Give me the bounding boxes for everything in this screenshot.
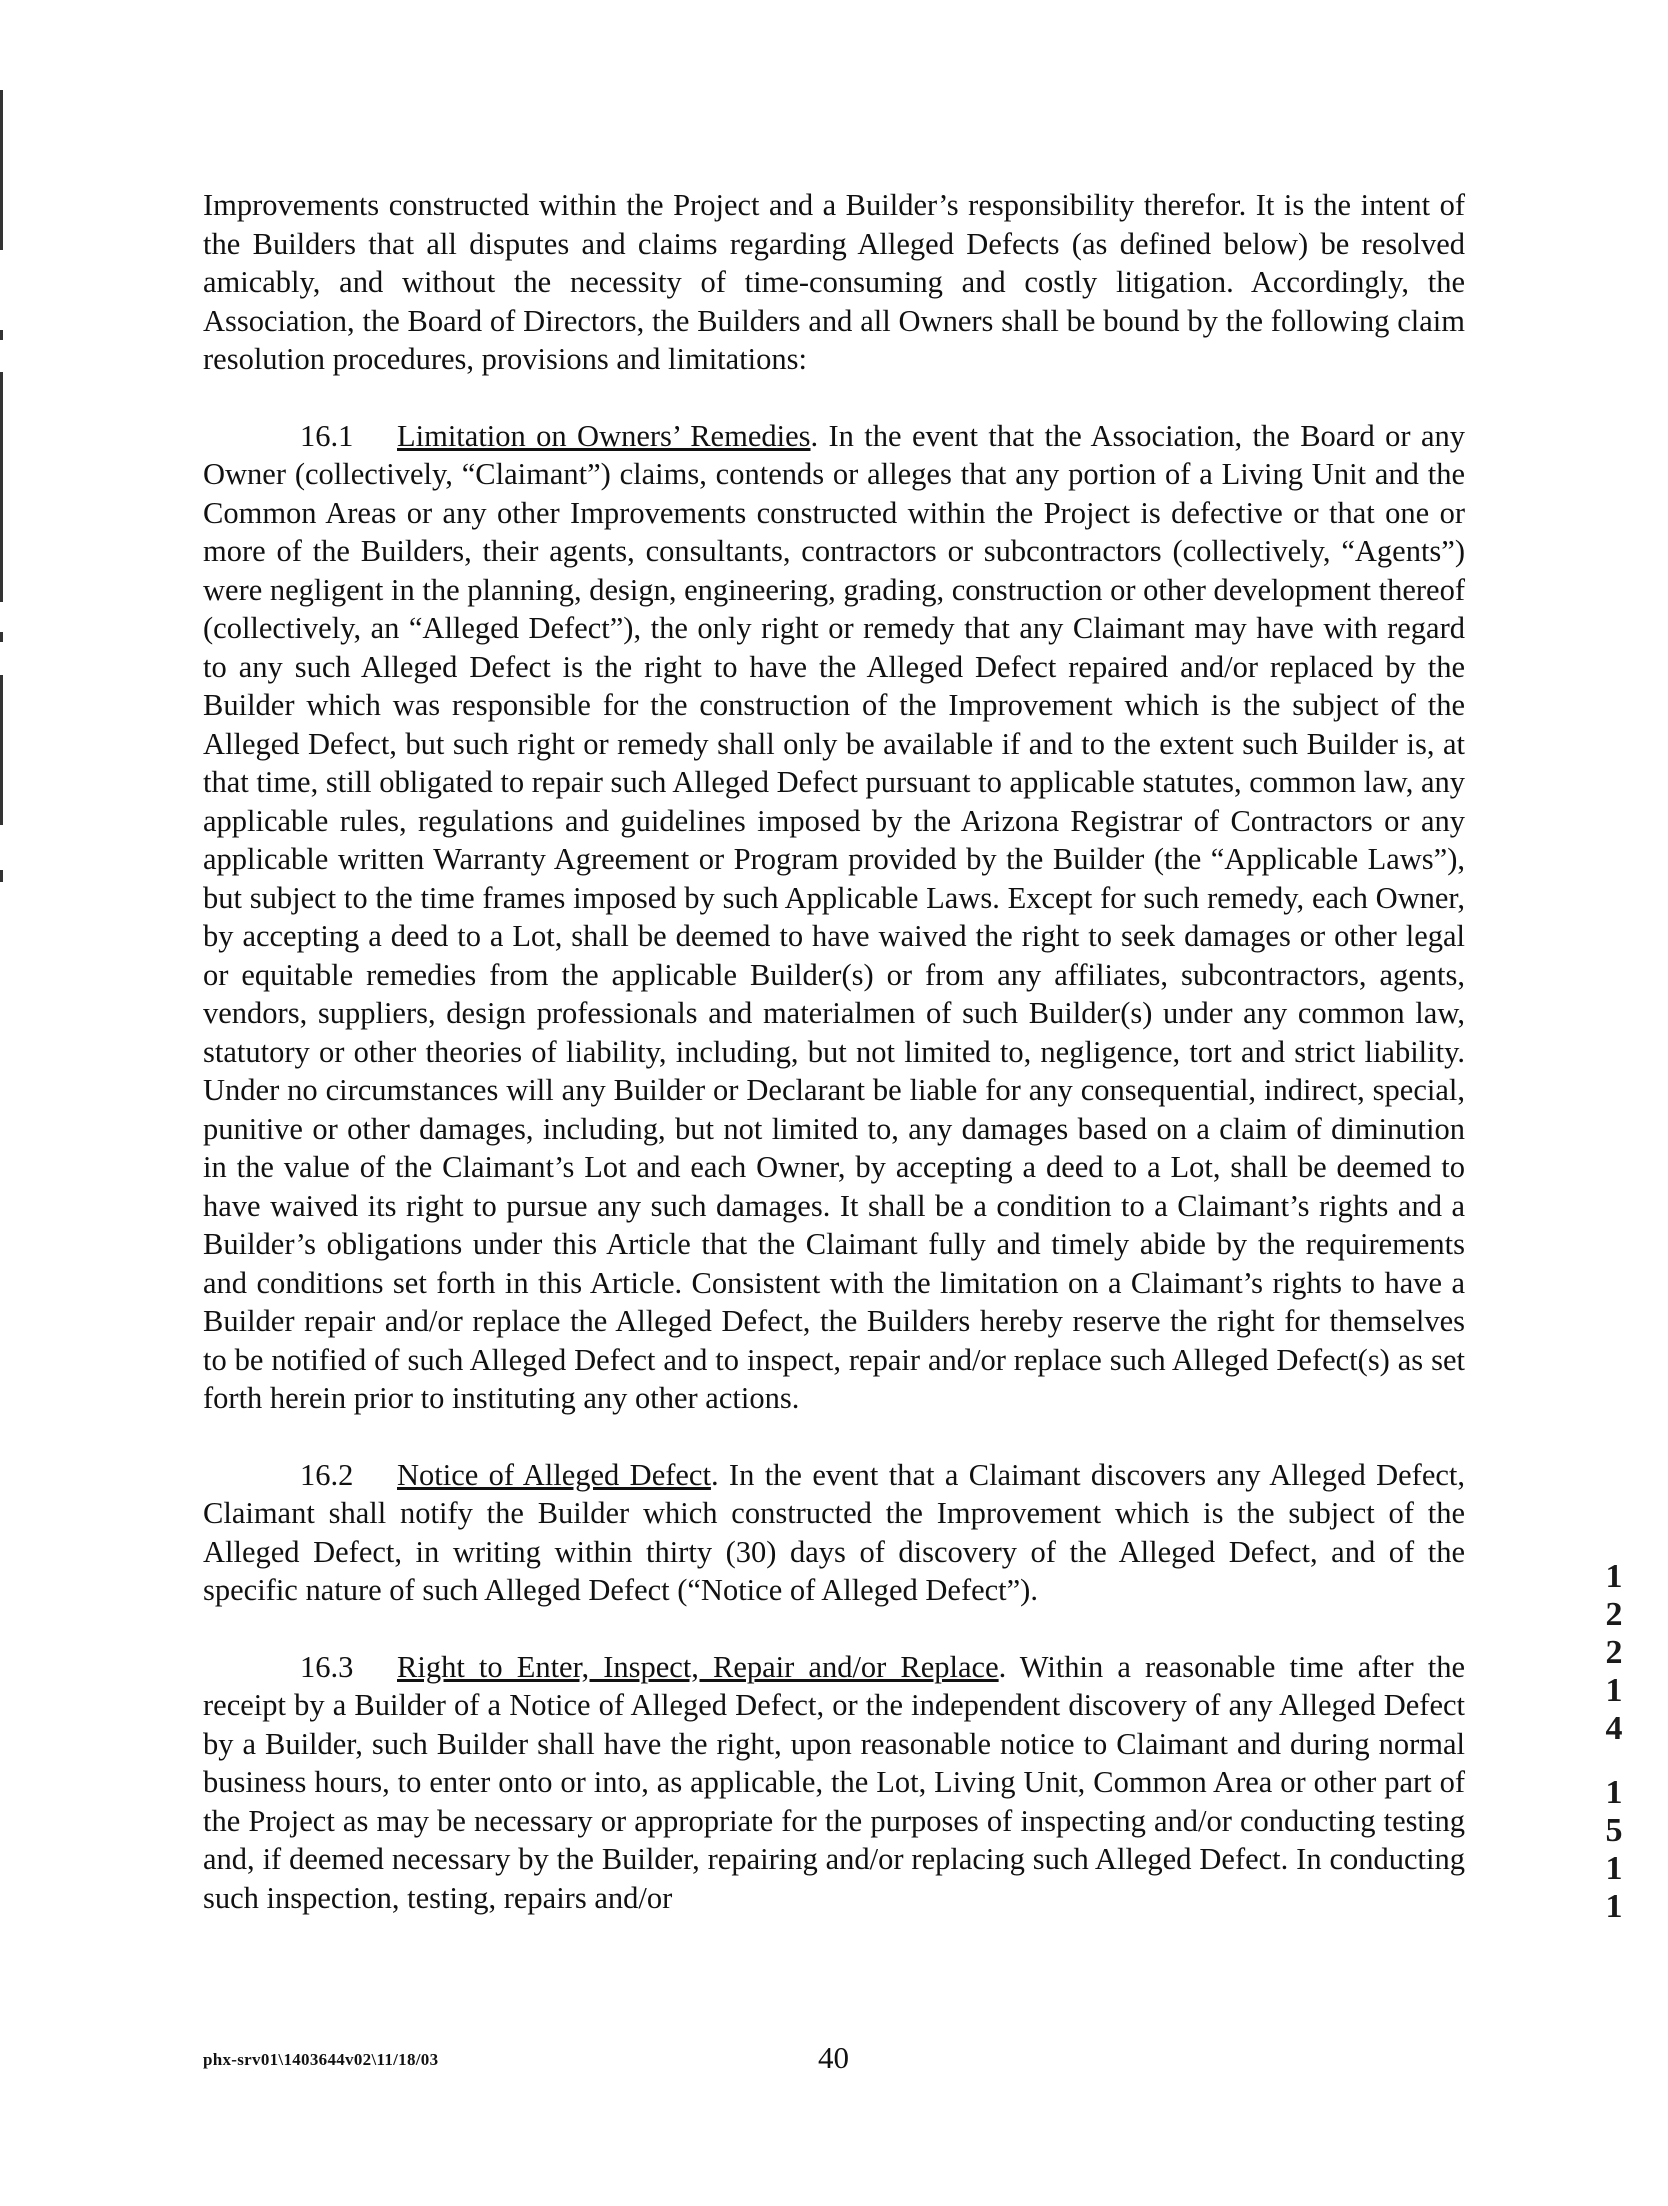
stamp-digit: 2 [1605,1634,1623,1671]
stamp-digit: 1 [1605,1888,1623,1925]
footer-document-reference: phx-srv01\1403644v02\11/18/03 [203,2050,439,2069]
stamp-group-2 [1594,1774,1634,1926]
intro-text: Improvements constructed within the Project and a Builder’s responsibility therefor. It is the intent of the Builders that all disputes and claims regarding Alleged Defects (as defined below) be resolved amicably, and without the necessity of time-consuming and costly litigation. Accordingly, the Association, the Board of Directors, the Builders and all Owners shall be bound by the following claim resolution procedures, provisions and limitations: [203,188,1465,376]
stamp-digit: 1 [1605,1850,1623,1887]
section-number: 16.3 [300,1649,354,1684]
stamp-digit: 4 [1605,1710,1623,1747]
stamp-digit: 5 [1605,1812,1623,1849]
section-heading: Notice of Alleged Defect [397,1457,711,1492]
page-number: 40 [818,2040,849,2075]
scan-margin-mark [0,632,3,642]
stamp-digit: 1 [1605,1672,1623,1709]
section-16-2 [203,1456,1465,1610]
scan-margin-mark [0,330,3,340]
intro-paragraph [203,186,1465,379]
section-heading: Limitation on Owners’ Remedies [397,418,811,453]
document-body [203,186,1465,1955]
scan-margin-mark [0,372,3,602]
section-number: 16.2 [300,1457,354,1492]
section-16-1 [203,417,1465,1418]
stamp-digit: 1 [1605,1774,1623,1811]
scan-margin-mark [0,675,3,825]
section-heading: Right to Enter, Inspect, Repair and/or Replace [397,1649,999,1684]
recording-stamp [1594,1558,1634,1952]
section-number: 16.1 [300,418,354,453]
section-16-3 [203,1648,1465,1918]
section-text: . In the event that the Association, the Board or any Owner (collectively, “Claimant”) claims, contends or alleges that any portion of a Living Unit and the Common Areas or any other Improvements constructed within the Project is defective or that one or more of the Builders, their agents, consultants, contractors or subcontractors (collectively, “Agents”) were negligent in the planning, design, engineering, grading, construction or other development thereof (collectively, an “Alleged Defect”), the only right or remedy that any Claimant may have with regard to any such Alleged Defect is the right to have the Alleged Defect repaired and/or replaced by the Builder which was responsible for the construction of the Improvement which is the subject of the Alleged Defect, but such right or remedy shall only be available if and to the extent such Builder is, at that time, still obligated to repair such Alleged Defect pursuant to applicable statutes, common law, any applicable rules, regulations and guidelines imposed by the Arizona Registrar of Contractors or any applicable written Warranty Agreement or Program provided by the Builder (the “Applicable Laws”), but subject to the time frames imposed by such Applicable Laws. Except for such remedy, each Owner, by accepting a deed to a Lot, shall be deemed to have waived the right to seek damages or other legal or equitable remedies from the applicable Builder(s) or from any affiliates, subcontractors, agents, vendors, suppliers, design professionals and materialmen of such Builder(s) under any common law, statutory or other theories of liability, including, but not limited to, negligence, tort and strict liability. Under no circumstances will any Builder or Declarant be liable for any consequential, indirect, special, punitive or other damages, including, but not limited to, any damages based on a claim of diminution in the value of the Claimant’s Lot and each Owner, by accepting a deed to a Lot, shall be deemed to have waived its right to pursue any such damages. It shall be a condition to a Claimant’s rights and a Builder’s obligations under this Article that the Claimant fully and timely abide by the requirements and conditions set forth in this Article. Consistent with the limitation on a Claimant’s rights to have a Builder repair and/or replace the Alleged Defect, the Builders hereby reserve the right for themselves to be notified of such Alleged Defect and to inspect, repair and/or replace such Alleged Defect(s) as set forth herein prior to instituting any other actions. [203,418,1465,1415]
scan-margin-mark [0,870,3,882]
stamp-digit: 1 [1605,1558,1623,1595]
scan-margin-mark [0,90,3,250]
stamp-digit: 2 [1605,1596,1623,1633]
section-text: . Within a reasonable time after the receipt by a Builder of a Notice of Alleged Defect, or the independent discovery of any Alleged Defect by a Builder, such Builder shall have the right, upon reasonable notice to Claimant and during normal business hours, to enter onto or into, as applicable, the Lot, Living Unit, Common Area or other part of the Project as may be necessary or appropriate for the purposes of inspecting and/or conducting testing and, if deemed necessary by the Builder, repairing and/or replacing such Alleged Defect. In conducting such inspection, testing, repairs and/or [203,1649,1465,1915]
section-text: . In the event that a Claimant discovers any Alleged Defect, Claimant shall notify the Builder which constructed the Improvement which is the subject of the Alleged Defect, in writing within thirty (30) days of discovery of the Alleged Defect, and of the specific nature of such Alleged Defect (“Notice of Alleged Defect”). [203,1457,1465,1607]
stamp-group-1 [1594,1558,1634,1748]
